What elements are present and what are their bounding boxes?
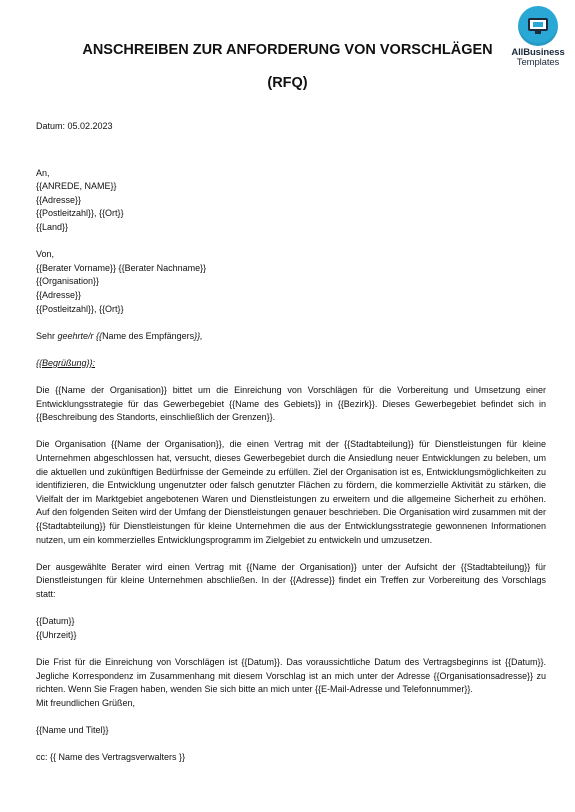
sender-line: {{Postleitzahl}}, {{Ort}} bbox=[36, 303, 124, 314]
deadline-paragraph: Die Frist für die Einreichung von Vorschlägen ist {{Datum}}. Das voraussichtliche Datum des Vertragsbeginns ist {{Datum}}. Jegliche Korrespondenz im Zusammenhang mit diesem Vorschlag ist an mich unter der Adresse {{Organisationsadresse}} zu richten. Wenn Sie Fragen haben, wenden Sie sich bitte an mich unter {{E-Mail-Adresse und Telefonnummer}}. bbox=[36, 656, 546, 695]
recipient-line: {{ANREDE, NAME}} bbox=[36, 181, 117, 192]
salutation-name: Name des Empfängers bbox=[102, 330, 195, 341]
recipient-label: An, bbox=[36, 167, 50, 178]
logo-line-2: Templates bbox=[516, 57, 560, 68]
sender-line: {{Adresse}} bbox=[36, 289, 82, 300]
recipient-line: {{Land}} bbox=[36, 221, 69, 232]
document-title: ANSCHREIBEN ZUR ANFORDERUNG VON VORSCHLÄGEN bbox=[82, 42, 493, 58]
recipient-line: {{Adresse}} bbox=[36, 194, 82, 205]
meeting-date: {{Datum}} bbox=[36, 616, 75, 627]
salutation-suffix: }}, bbox=[194, 330, 203, 341]
salutation-prefix: Sehr bbox=[36, 330, 58, 341]
paragraph-3: Der ausgewählte Berater wird einen Vertrag mit {{Name der Organisation}} unter der Aufsicht der {{Stadtabteilung}} für Dienstleistungen für kleine Unternehmen abschließen. In der {{Adresse}} findet ein Treffen zur Vorbereitung des Vorschlags statt: bbox=[36, 561, 546, 599]
recipient-line: {{Postleitzahl}}, {{Ort}} bbox=[36, 208, 124, 219]
sender-line: {{Berater Vorname}} {{Berater Nachname}} bbox=[36, 262, 207, 273]
sender-label: Von, bbox=[36, 249, 55, 260]
logo-line-1: AllBusiness bbox=[511, 47, 565, 58]
greeting: {{Begrüßung}}: bbox=[36, 357, 96, 368]
salutation-italic: geehrte/r {{ bbox=[57, 330, 103, 341]
monitor-icon bbox=[518, 6, 558, 46]
paragraph-1: Die {{Name der Organisation}} bittet um die Einreichung von Vorschlägen für die Vorbereitung und Umsetzung einer Entwicklungsstrategie für das Gewerbegebiet {{Name des Gebiets}} in {{Bezirk}}. Dieses Gewerbegebiet befindet sich in {{Beschreibung des Standorts, einschließlich der Grenzen}}. bbox=[36, 385, 546, 423]
salutation bbox=[36, 330, 546, 344]
signature: {{Name und Titel}} bbox=[36, 724, 109, 735]
paragraph-2: Die Organisation {{Name der Organisation}}, die einen Vertrag mit der {{Stadtabteilung}} für Dienstleistungen für kleine Unternehmen abgeschlossen hat, versucht, dieses Gewerbegebiet durch die Ansiedlung neuer Entwicklungen zu beleben, um die aktuellen und zukünftigen Bedürfnisse der Gemeinde zu erfüllen. Ziel der Organisation ist es, Entwicklungsmöglichkeiten zu identifizieren, die Entwicklung ungenutzter oder falsch genutzter Flächen zu fördern, die kommerzielle Aktivität zu stärken, die Vielfalt der im Marktgebiet angebotenen Waren und Dienstleistungen zu erweitern und die allgemeine Sicherheit zu erhöhen. Auf den folgenden Seiten wird der Umfang der Dienstleistungen genauer beschrieben. Die Organisation wird zusammen mit der {{Stadtabteilung}} für Dienstleistungen für kleine Unternehmen die aus der Entwicklungsstrategie gewonnenen Informationen nutzen, um ein kommerzielles Entwicklungsprogramm im Zielgebiet zu entwickeln und umzusetzen. bbox=[36, 439, 546, 545]
date-line: Datum: 05.02.2023 bbox=[36, 121, 113, 131]
closing: Mit freundlichen Grüßen, bbox=[36, 697, 136, 708]
letter-body bbox=[36, 120, 546, 765]
cc-line: cc: {{ Name des Vertragsverwalters }} bbox=[36, 752, 186, 763]
meeting-time: {{Uhrzeit}} bbox=[36, 629, 77, 640]
document-subtitle: (RFQ) bbox=[267, 75, 308, 91]
sender-line: {{Organisation}} bbox=[36, 276, 100, 287]
